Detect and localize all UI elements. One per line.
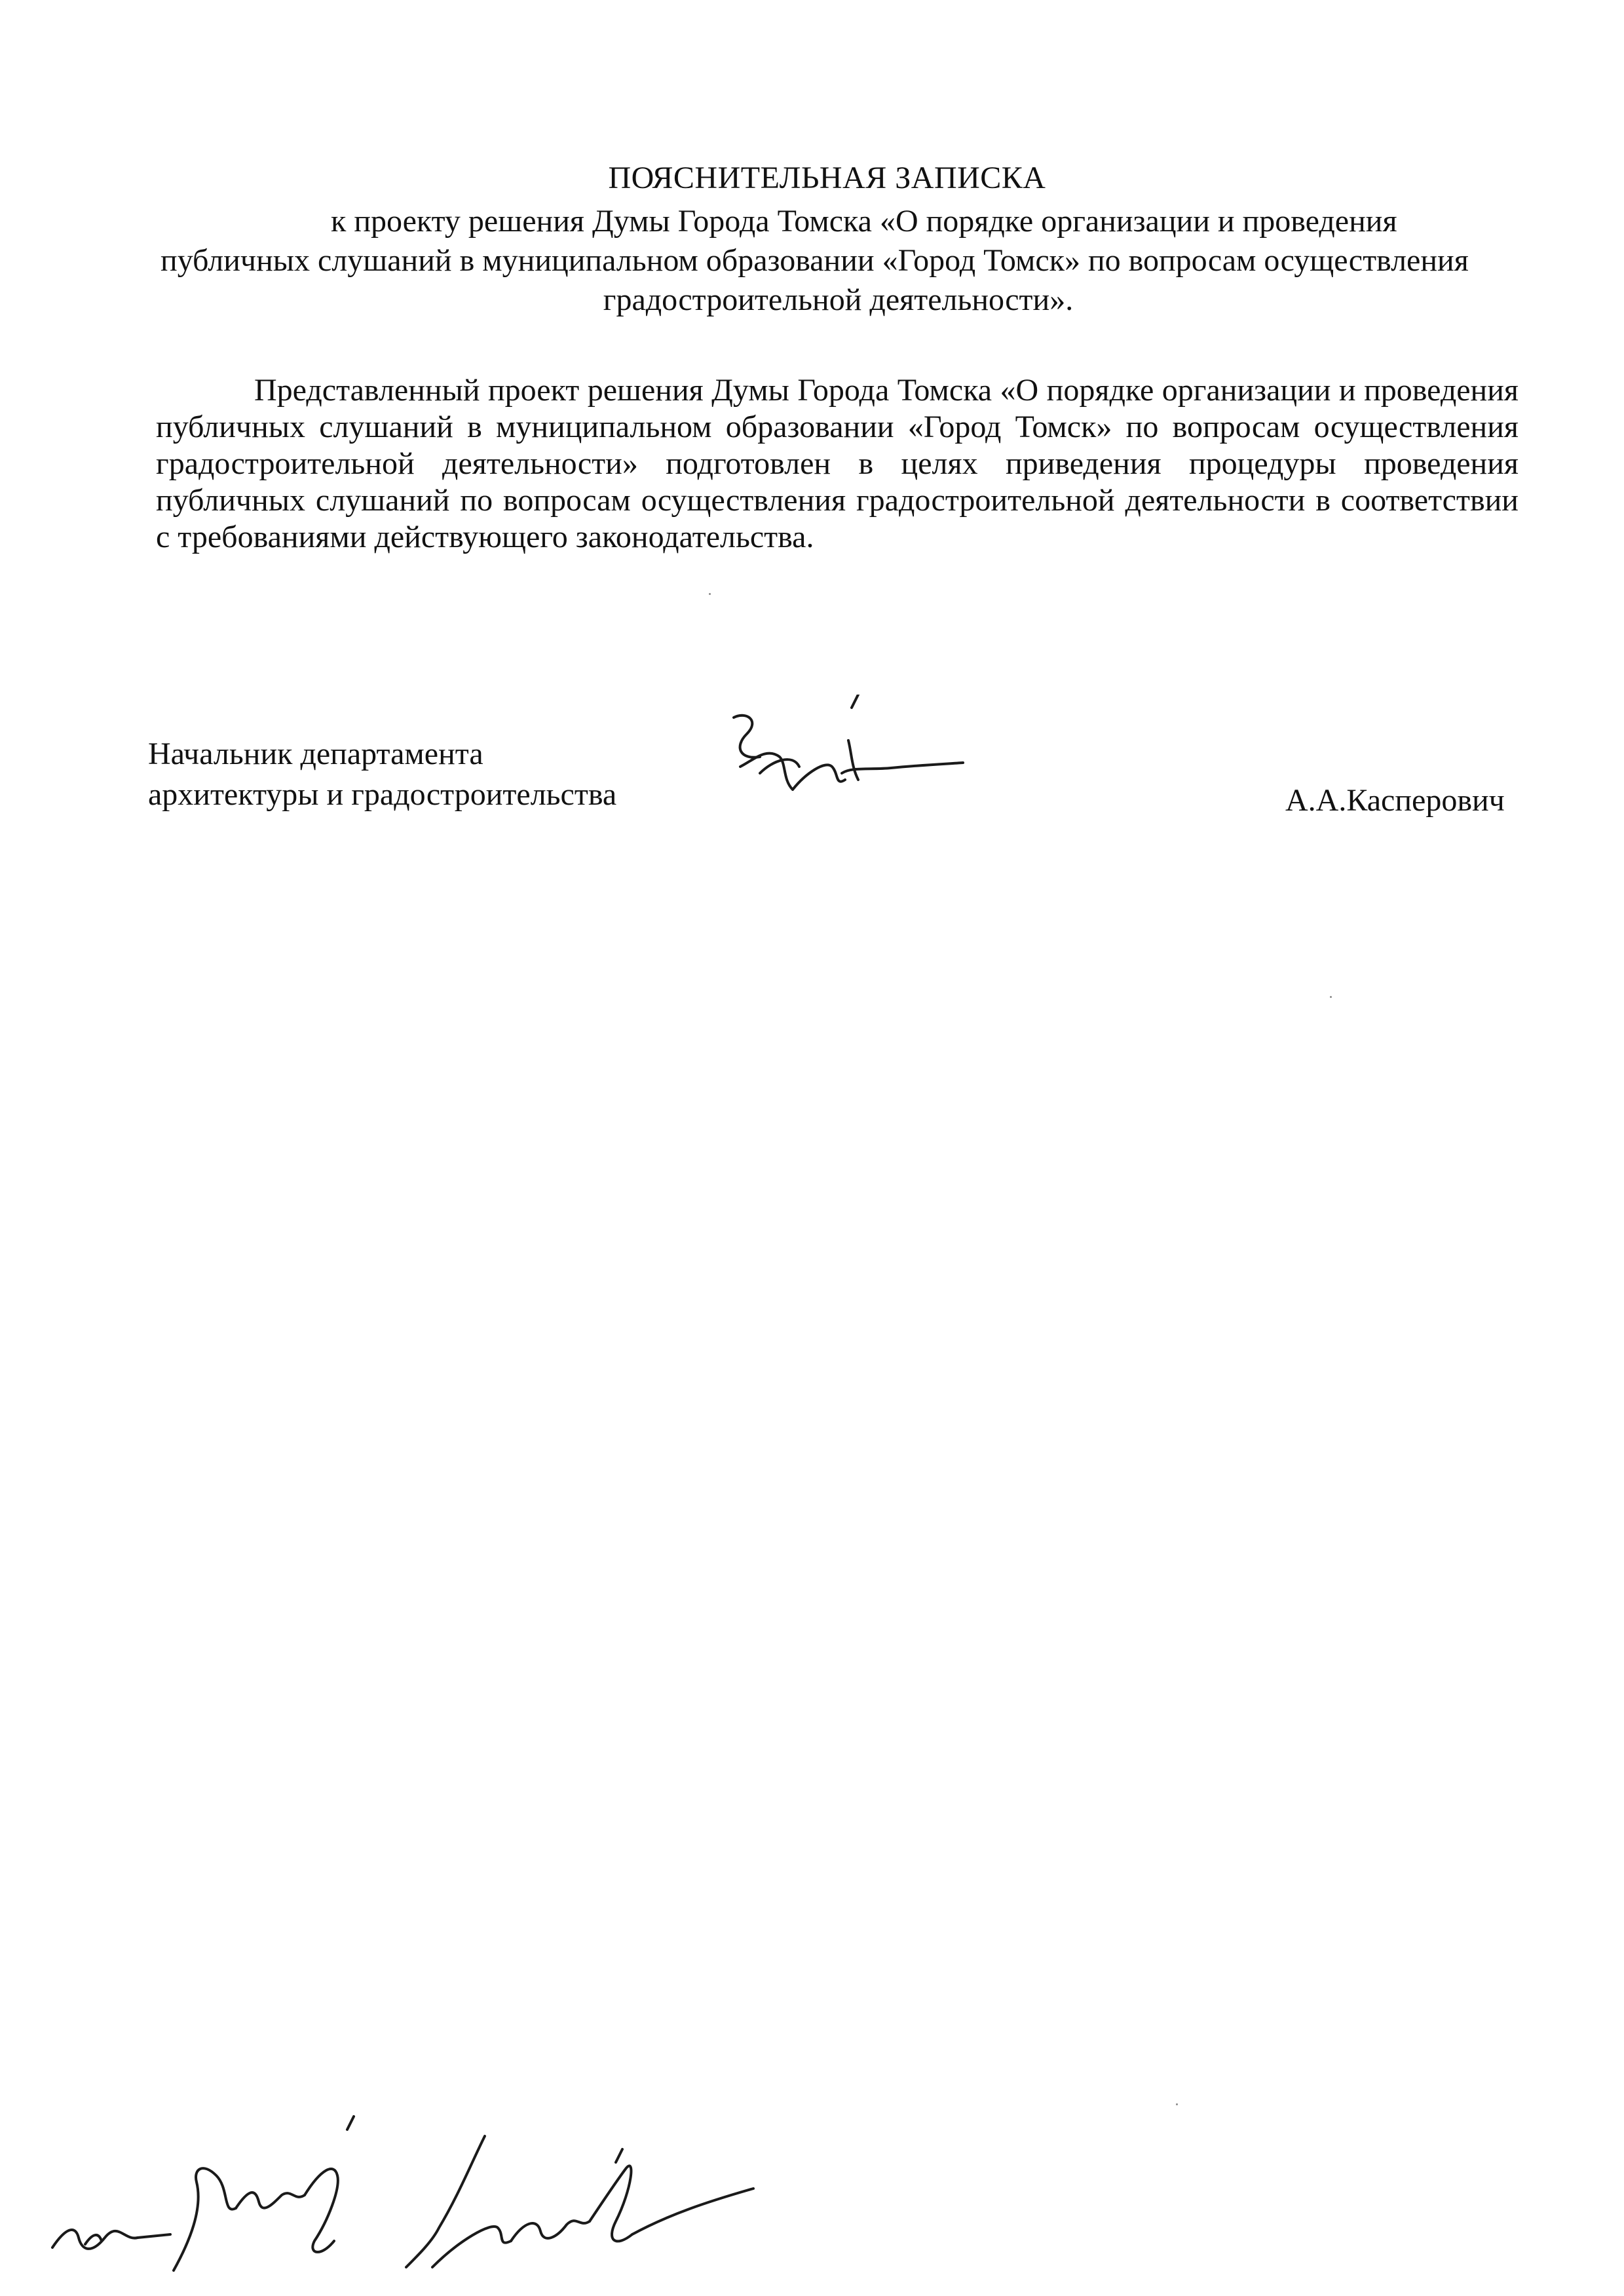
- document-title: ПОЯСНИТЕЛЬНАЯ ЗАПИСКА: [608, 161, 1046, 195]
- subtitle-line-3: градостроительной деятельности».: [603, 282, 1074, 317]
- scan-speck: [1176, 2103, 1178, 2105]
- handwritten-signature-main: [721, 695, 970, 826]
- signer-name: А.А.Касперович: [1285, 783, 1505, 818]
- body-paragraph: Представленный проект решения Думы Города Томска «О порядке организации и проведения публичных слушаний в муниципальном образовании «Город Томск» по вопросам осуществления градостроительной деятельности» подготовлен в целях приведения процедуры проведения публичных слушаний по вопросам осуществления градостроительной деятельности в соответствии с требованиями действующего законодательства.: [156, 373, 1519, 554]
- subtitle-line-1: к проекту решения Думы Города Томска «О порядке организации и проведения: [331, 204, 1397, 239]
- signer-position-line-2: архитектуры и градостроительства: [148, 777, 617, 812]
- subtitle-line-2: публичных слушаний в муниципальном образовании «Город Томск» по вопросам осуществления: [161, 243, 1469, 278]
- signer-position: [148, 734, 616, 815]
- handwritten-approval-signatures: [39, 2090, 760, 2287]
- scan-speck: [709, 593, 711, 595]
- signer-position-line-1: Начальник департамента: [148, 737, 483, 771]
- scan-speck: [1330, 996, 1332, 998]
